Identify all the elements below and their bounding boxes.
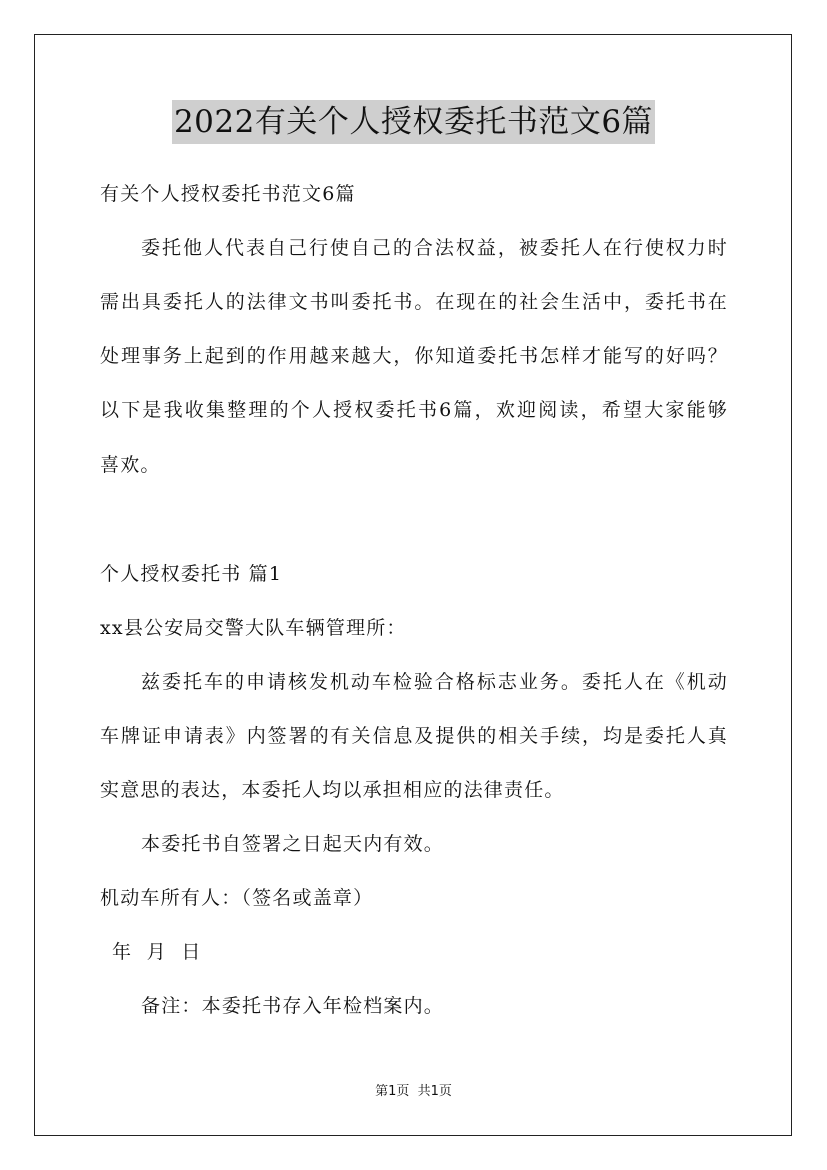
document-subtitle: 有关个人授权委托书范文6篇 xyxy=(100,183,356,205)
section-heading: 个人授权委托书 篇1 xyxy=(100,563,283,585)
addressee: xx县公安局交警大队车辆管理所： xyxy=(100,617,407,639)
intro-line-3: 处理事务上起到的作用越来越大，你知道委托书怎样才能写的好吗？ xyxy=(100,345,728,367)
date-line: 年 月 日 xyxy=(112,941,202,963)
note-line: 备注：本委托书存入年检档案内。 xyxy=(141,995,445,1017)
body-line-1: 兹委托车的申请核发机动车检验合格标志业务。委托人在《机动 xyxy=(141,671,728,693)
title-container xyxy=(0,100,827,144)
body-line-3: 实意思的表达，本委托人均以承担相应的法律责任。 xyxy=(100,779,565,801)
intro-line-4: 以下是我收集整理的个人授权委托书6篇，欢迎阅读，希望大家能够 xyxy=(100,399,728,421)
intro-line-2: 需出具委托人的法律文书叫委托书。在现在的社会生活中，委托书在 xyxy=(100,291,728,313)
intro-line-1: 委托他人代表自己行使自己的合法权益，被委托人在行使权力时 xyxy=(141,237,728,259)
validity-line: 本委托书自签署之日起天内有效。 xyxy=(141,833,445,855)
page-footer: 第1页 共1页 xyxy=(375,1084,452,1099)
body-line-2: 车牌证申请表》内签署的有关信息及提供的相关手续，均是委托人真 xyxy=(100,725,728,747)
document-title: 2022有关个人授权委托书范文6篇 xyxy=(172,100,655,144)
owner-signature-line: 机动车所有人：（签名或盖章） xyxy=(100,887,374,909)
intro-line-5: 喜欢。 xyxy=(100,454,161,476)
